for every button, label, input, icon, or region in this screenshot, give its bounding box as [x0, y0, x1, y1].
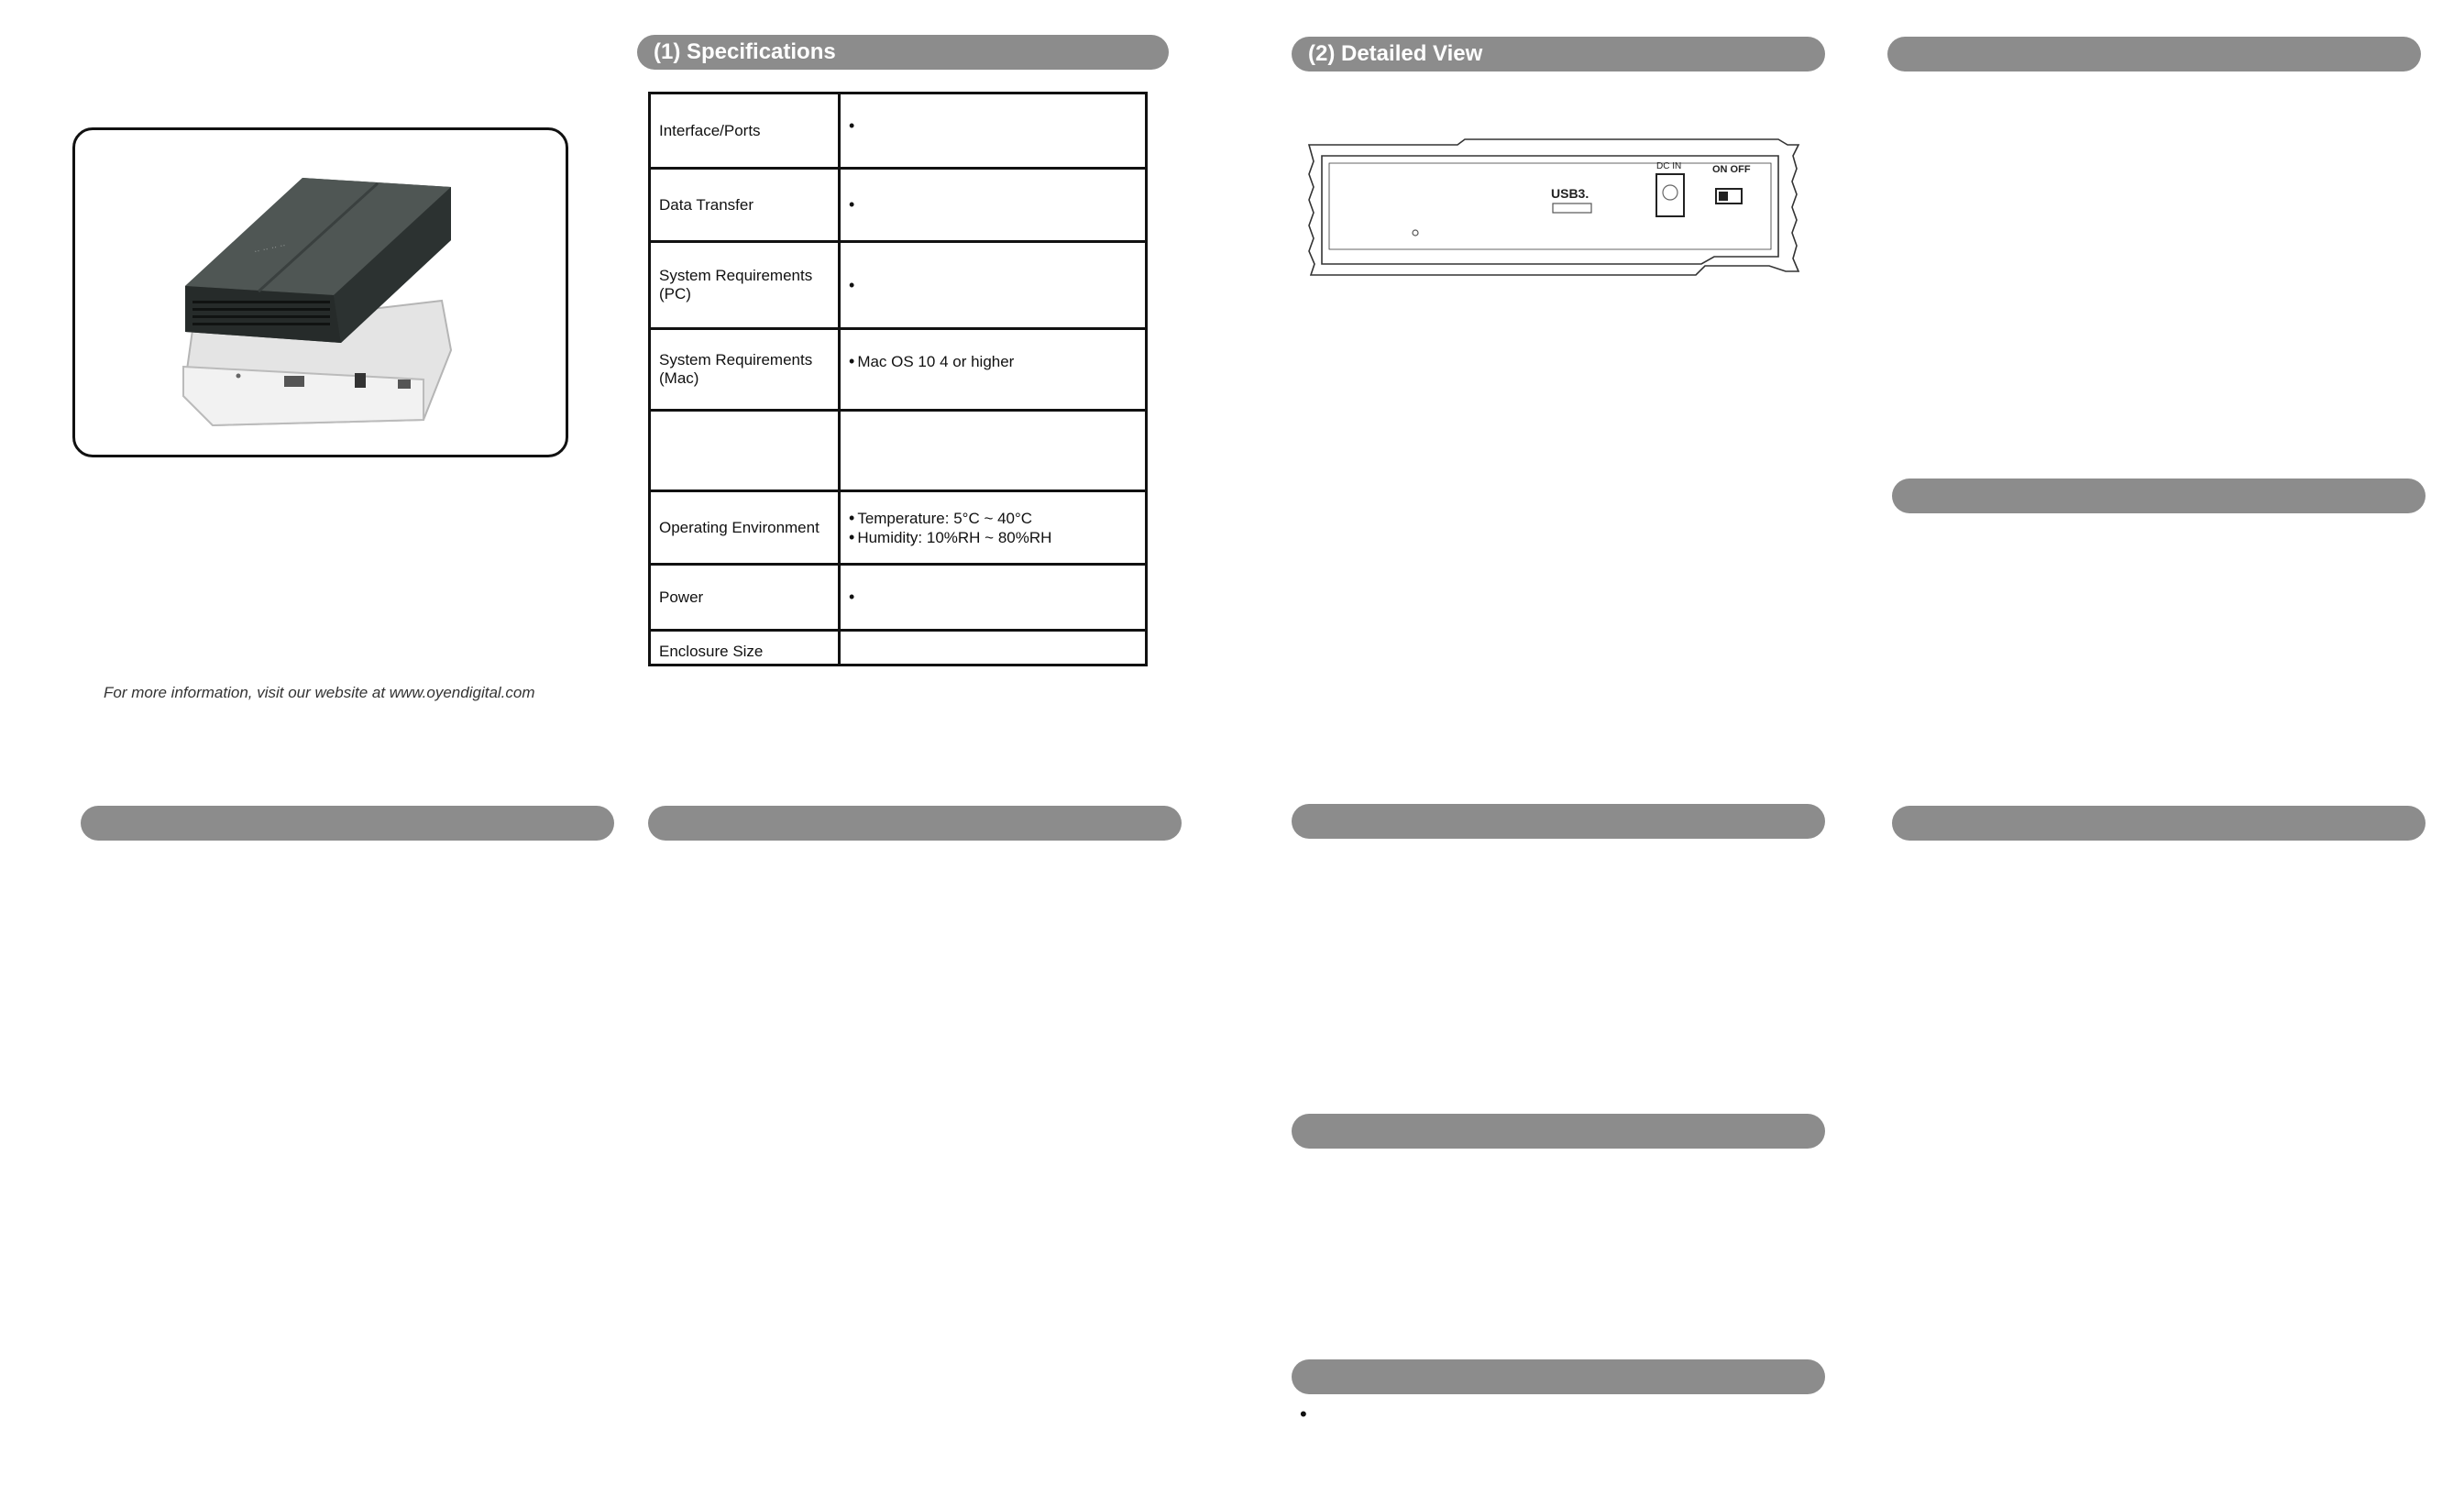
usb-port-label: USB3.: [1551, 186, 1590, 201]
bullet-icon: [849, 529, 857, 546]
spec-value: [840, 242, 1147, 329]
table-row: [650, 411, 1147, 491]
specifications-heading-bar: (1) Specifications: [637, 35, 1169, 70]
on-off-label: ON OFF: [1712, 164, 1751, 175]
table-row: [650, 94, 1147, 169]
bullet-icon: [849, 588, 857, 606]
bullet-icon: •: [1300, 1402, 1307, 1425]
spec-label: Enclosure Size: [650, 631, 840, 666]
section-bar-mid-right: [1892, 478, 2426, 513]
section-bar-bottom-3b: [1292, 1114, 1825, 1149]
bullet-icon: [849, 117, 857, 135]
section-bar-bottom-3: [1292, 804, 1825, 839]
rear-panel-diagram: [1302, 138, 1801, 284]
bullet-icon: [849, 277, 857, 294]
spec-value: • Mac OS 10 4 or higher: [840, 329, 1147, 411]
spec-value: [840, 565, 1147, 631]
product-photo-frame: [72, 127, 568, 457]
svg-text:·· ·· ·· ··: ·· ·· ·· ··: [253, 240, 287, 258]
spec-value: [840, 169, 1147, 242]
spec-label: Data Transfer: [650, 169, 840, 242]
specifications-table: [648, 92, 1148, 666]
spec-label: System Requirements (PC): [650, 242, 840, 329]
bullet-icon: [849, 510, 857, 527]
spec-label: Operating Environment: [650, 491, 840, 565]
section-bar-bottom-1: [81, 806, 614, 841]
spec-value: [840, 94, 1147, 169]
table-row: [650, 631, 1147, 666]
table-row: [650, 491, 1147, 565]
spec-label: Power: [650, 565, 840, 631]
dc-in-label: DC IN: [1656, 161, 1682, 171]
table-row: [650, 169, 1147, 242]
section-bar-bottom-4: [1892, 806, 2426, 841]
external-drive-enclosure-icon: [75, 130, 566, 455]
spec-label: [650, 411, 840, 491]
section-bar-bottom-3c: [1292, 1359, 1825, 1394]
spec-value: [840, 631, 1147, 666]
detailed-view-heading-bar: (2) Detailed View: [1292, 37, 1825, 72]
table-row: [650, 329, 1147, 411]
spec-label: System Requirements (Mac): [650, 329, 840, 411]
section-bar-bottom-2: [648, 806, 1182, 841]
table-row: [650, 565, 1147, 631]
spec-value: [840, 411, 1147, 491]
website-footnote: For more information, visit our website at www.oyendigital.com: [104, 684, 535, 701]
spec-label: Interface/Ports: [650, 94, 840, 169]
section-bar-top-right: [1887, 37, 2421, 72]
bullet-icon: [849, 196, 857, 214]
spec-value: • Temperature: 5°C ~ 40°C • Humidity: 10%RH ~ 80%RH: [840, 491, 1147, 565]
bullet-icon: [849, 353, 857, 370]
table-row: [650, 242, 1147, 329]
